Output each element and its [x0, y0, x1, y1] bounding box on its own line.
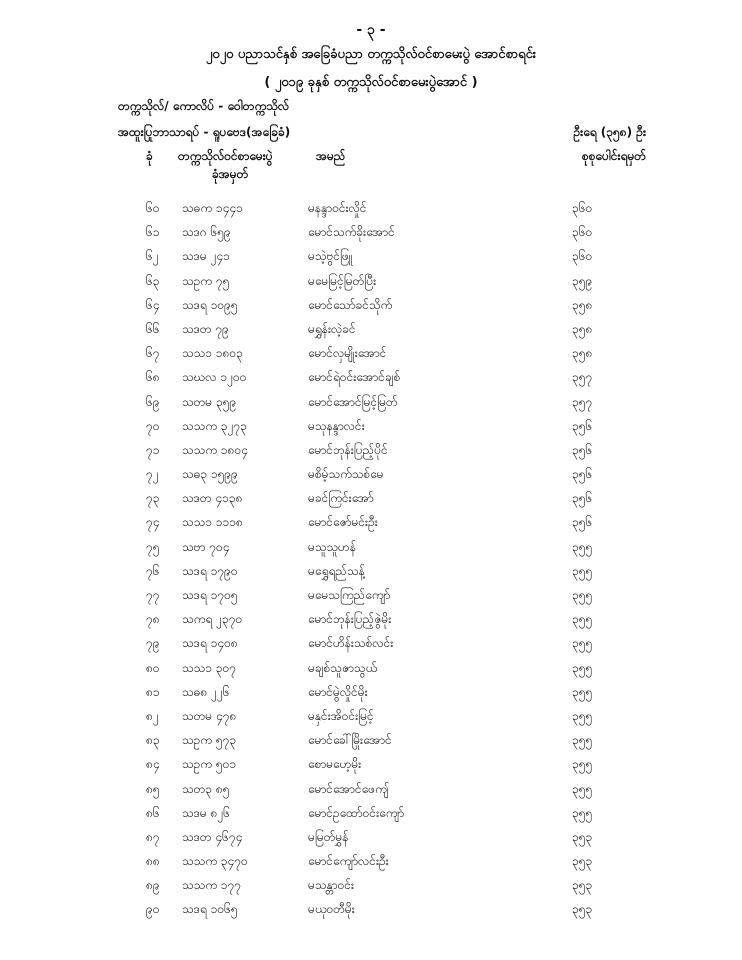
table-row	[0, 559, 742, 583]
table-row	[0, 510, 742, 534]
table-row	[0, 656, 742, 680]
registration-number: သဥက ၅၀၁	[182, 757, 237, 772]
total-score: ၃၅၅	[572, 708, 593, 723]
total-score: ၃၅၇	[572, 370, 593, 385]
table-row	[0, 704, 742, 728]
total-score: ၃၅၅	[572, 539, 593, 554]
table-row	[0, 607, 742, 631]
total-score: ၃၅၅	[572, 733, 593, 748]
total-score: ၃၅၆	[572, 418, 593, 433]
total-score: ၃၅၉	[572, 273, 593, 288]
row-number: ၇၉	[146, 636, 160, 651]
row-number: ၈၇	[146, 829, 160, 844]
student-name: စောမဟေ့မိုး	[308, 757, 362, 772]
total-score: ၃၅၃	[572, 902, 593, 917]
total-score: ၃၅၅	[572, 757, 593, 772]
table-row	[0, 390, 742, 414]
table-row	[0, 631, 742, 655]
total-score: ၃၅၃	[572, 854, 593, 869]
table-row	[0, 365, 742, 389]
table-row	[0, 438, 742, 462]
student-name: မောင်မွဲလှိုင်မိုး	[308, 684, 368, 699]
student-name: မမေသကြည်ကျော်	[308, 588, 391, 602]
document-subtitle: ( ၂၀၁၉ ခုနှစ် တက္ကသိုလ်ဝင်စာမေးပွဲအောင် )	[264, 75, 478, 90]
registration-number: သဒတ ၄၁၃၈	[182, 491, 243, 506]
student-name: မမေမြင့်မြတ်ပြီး	[308, 273, 377, 288]
registration-number: သသ၁ ၃၀၇	[182, 660, 237, 675]
registration-number: သသက ၁၇၇	[182, 878, 242, 893]
registration-number: သဃလ ၁၂၀၀	[182, 370, 247, 385]
registration-number: သဒတ ၄၆၇၄	[182, 829, 243, 844]
student-name: မမြတ်မွှန်	[308, 829, 349, 844]
registration-number: သသက ၃၂၇၃	[182, 418, 247, 433]
total-score: ၃၅၅	[572, 636, 593, 651]
table-row	[0, 897, 742, 921]
total-score: ၃၅၅	[572, 588, 593, 602]
student-name: မောင်ခေါ်မြိုးအောင်	[308, 733, 392, 748]
total-score: ၃၅၈	[572, 321, 593, 336]
results-table	[0, 196, 742, 922]
registration-number: သဒမ ၈၂၆	[182, 805, 231, 820]
row-number: ၉၀	[146, 902, 160, 917]
table-row	[0, 825, 742, 849]
student-name: မောင်ဘုန်းပြည့်ပိုင်	[308, 442, 388, 457]
student-name: မနှင်းအိဝင်းမြင့်	[308, 708, 374, 723]
student-name: မောင်အောင်ဖေကျ်	[308, 781, 389, 796]
row-number: ၈၄	[146, 757, 160, 772]
table-row	[0, 414, 742, 438]
total-score: ၃၅၆	[572, 515, 593, 530]
row-number: ၈၆	[146, 805, 160, 820]
student-name: မရွှန်းလဲ့ခင်	[308, 321, 356, 336]
registration-number: သဒဂ ၆၅၉	[182, 225, 231, 240]
student-name: မသုနန္ဒာလင်း	[308, 418, 365, 433]
row-number: ၇၂	[146, 467, 159, 482]
table-row	[0, 244, 742, 268]
column-header-registration-line2: ခုံအမှတ်	[212, 167, 249, 181]
registration-number: သသက ၃၄၇၀	[182, 854, 248, 869]
row-number: ၈၉	[146, 878, 160, 893]
row-number: ၆၃	[146, 273, 160, 288]
student-name: မောင်ဟိန်းသစ်လင်း	[308, 636, 394, 651]
table-row	[0, 317, 742, 341]
row-number: ၇၇	[146, 588, 160, 602]
registration-number: သဒရ ၁၇၉၀	[182, 563, 238, 578]
total-score: ၃၅၅	[572, 805, 593, 820]
total-score: ၃၅၃	[572, 829, 593, 844]
registration-number: သဒရ ၁၇၀၅	[182, 588, 238, 602]
table-row	[0, 752, 742, 776]
table-row	[0, 801, 742, 825]
row-number: ၈၀	[146, 660, 160, 675]
total-score: ၃၅၈	[572, 297, 593, 312]
table-row	[0, 293, 742, 317]
table-row	[0, 486, 742, 510]
total-score: ၃၅၇	[572, 394, 593, 409]
major-subject-label: အထူးပြုဘာသာရပ် - ရူပဗေဒ(အခြေခံ)	[118, 125, 291, 139]
registration-number: သဒရ ၁၄၀၈	[182, 636, 238, 651]
total-score: ၃၅၆	[572, 491, 593, 506]
column-header-no: ခုံ	[146, 149, 153, 163]
student-name: မောင်ရဲဝင်းအောင်ချစ်	[308, 370, 401, 385]
total-score: ၃၅၅	[572, 612, 593, 627]
table-row	[0, 535, 742, 559]
student-name: မသူသူဟန်	[308, 539, 357, 554]
row-number: ၇၅	[146, 539, 160, 554]
student-name: မောင်ကျော်လင်းဦး	[308, 854, 389, 869]
registration-number: သဓ၈ ၂၂၆	[182, 684, 230, 699]
row-number: ၆၇	[146, 346, 160, 361]
student-name: မောင်ဥထော်ဝင်းကျော်	[308, 805, 405, 820]
registration-number: သဒတ ၇၉	[182, 321, 229, 336]
student-name: မချစ်သူဇာသွယ်	[308, 660, 378, 675]
student-name: မသန္တာဝင်း	[308, 878, 355, 893]
column-header-score: စုစုပေါင်းရမှတ်	[581, 149, 646, 163]
table-row	[0, 196, 742, 220]
row-number: ၈၂	[146, 708, 159, 723]
university-label: တက္ကသိုလ်/ ကောလိပ် - ဝေါတက္ကသိုလ်	[118, 99, 290, 113]
table-row	[0, 849, 742, 873]
student-name: မစိမ့်သက်သစ်မေ	[308, 467, 384, 482]
row-number: ၇၄	[146, 515, 160, 530]
registration-number: သဒရ ၁၀၆၅	[182, 902, 238, 917]
row-number: ၇၁	[146, 442, 160, 457]
row-number: ၆၈	[146, 370, 160, 385]
row-number: ၆၀	[146, 201, 160, 215]
total-score: ၃၅၈	[572, 346, 593, 361]
registration-number: သတမ ၃၅၉	[182, 394, 237, 409]
total-score: ၃၅၃	[572, 878, 593, 893]
total-score: ၃၅၆	[572, 442, 593, 457]
row-number: ၇၈	[146, 612, 160, 627]
total-score: ၃၆၀	[572, 249, 593, 264]
document-title: ၂၀၂၀ ပညာသင်နှစ် အခြေခံပညာ တက္ကသိုလ်ဝင်စာမေးပွဲ အောင်စာရင်း	[205, 47, 537, 62]
row-number: ၆၆	[146, 321, 160, 336]
total-score: ၃၅၅	[572, 660, 593, 675]
student-name: မခင်ကြင်းအော်	[308, 491, 374, 506]
registration-number: သဓက ၁၄၄၁	[182, 201, 243, 215]
column-header-name: အမည်	[316, 149, 346, 163]
student-name: မောင်လှမျိုးအောင်	[308, 346, 387, 361]
registration-number: သတ၃ ၈၅	[182, 781, 230, 796]
row-number: ၈၈	[146, 854, 160, 869]
total-score: ၃၅၅	[572, 563, 593, 578]
registration-number: သတမ ၄၇၈	[182, 708, 237, 723]
total-score: ၃၆၀	[572, 225, 593, 240]
total-score: ၃၅၅	[572, 684, 593, 699]
student-name: မောင်ဇော်မင်းဦး	[308, 515, 378, 530]
row-number: ၇၃	[146, 491, 160, 506]
registration-number: သဥက ၅၇၃	[182, 733, 237, 748]
registration-number: သဒမ ၂၄၁	[182, 249, 230, 264]
student-name: မောင်ဘုန်းပြည့်ဇွဲမိုး	[308, 612, 392, 627]
student-name: မယုဝတီမိုး	[308, 902, 355, 917]
total-score: ၃၆၀	[572, 201, 593, 215]
student-name: မနန္ဒာဝင်းလှိုင်	[308, 201, 367, 215]
row-number: ၈၅	[146, 781, 160, 796]
registration-number: သဒရ ၁၀၉၅	[182, 297, 238, 312]
registration-number: သဥက ၇၅	[182, 273, 230, 288]
table-row	[0, 462, 742, 486]
student-name: မောင်သော်ခင်သိုက်	[308, 297, 393, 312]
student-name: မသဲ့ဗွင်ဖြူ	[308, 249, 353, 264]
registration-number: သကရ ၂၃၇၀	[182, 612, 243, 627]
table-row	[0, 680, 742, 704]
page-number: - ၃ -	[356, 22, 386, 38]
total-score: ၃၅၅	[572, 781, 593, 796]
table-row	[0, 873, 742, 897]
row-number: ၆၄	[146, 297, 160, 312]
row-number: ၆၂	[146, 249, 159, 264]
column-header-registration: တက္ကသိုလ်ဝင်စာမေးပွဲ	[178, 149, 273, 163]
table-row	[0, 341, 742, 365]
table-row	[0, 583, 742, 607]
student-name: မရွှေရည်သန့်	[308, 563, 365, 578]
registration-number: သသ၁ ၁၁၁၈	[182, 515, 243, 530]
registration-number: သသက ၁၈၀၄	[182, 442, 248, 457]
table-row	[0, 220, 742, 244]
total-score: ၃၅၆	[572, 467, 593, 482]
student-name: မောင်သက်ခိုးအောင်	[308, 225, 395, 240]
student-name: မောင်အောင်မြင့်မြတ်	[308, 394, 398, 409]
table-row	[0, 728, 742, 752]
table-row	[0, 777, 742, 801]
registration-number: သဓ၃ ၁၅၉၉	[182, 467, 238, 482]
row-number: ၈၃	[146, 733, 160, 748]
row-number: ၆၁	[146, 225, 160, 240]
registration-number: သသ၁ ၁၈၀၃	[182, 346, 243, 361]
registration-number: သဗာ ၇၀၄	[182, 539, 230, 554]
table-row	[0, 269, 742, 293]
row-number: ၇၀	[146, 418, 160, 433]
total-count-label: ဦးရေ (၃၅၈) ဦး	[573, 125, 646, 139]
row-number: ၆၉	[146, 394, 160, 409]
row-number: ၈၁	[146, 684, 160, 699]
row-number: ၇၆	[146, 563, 160, 578]
